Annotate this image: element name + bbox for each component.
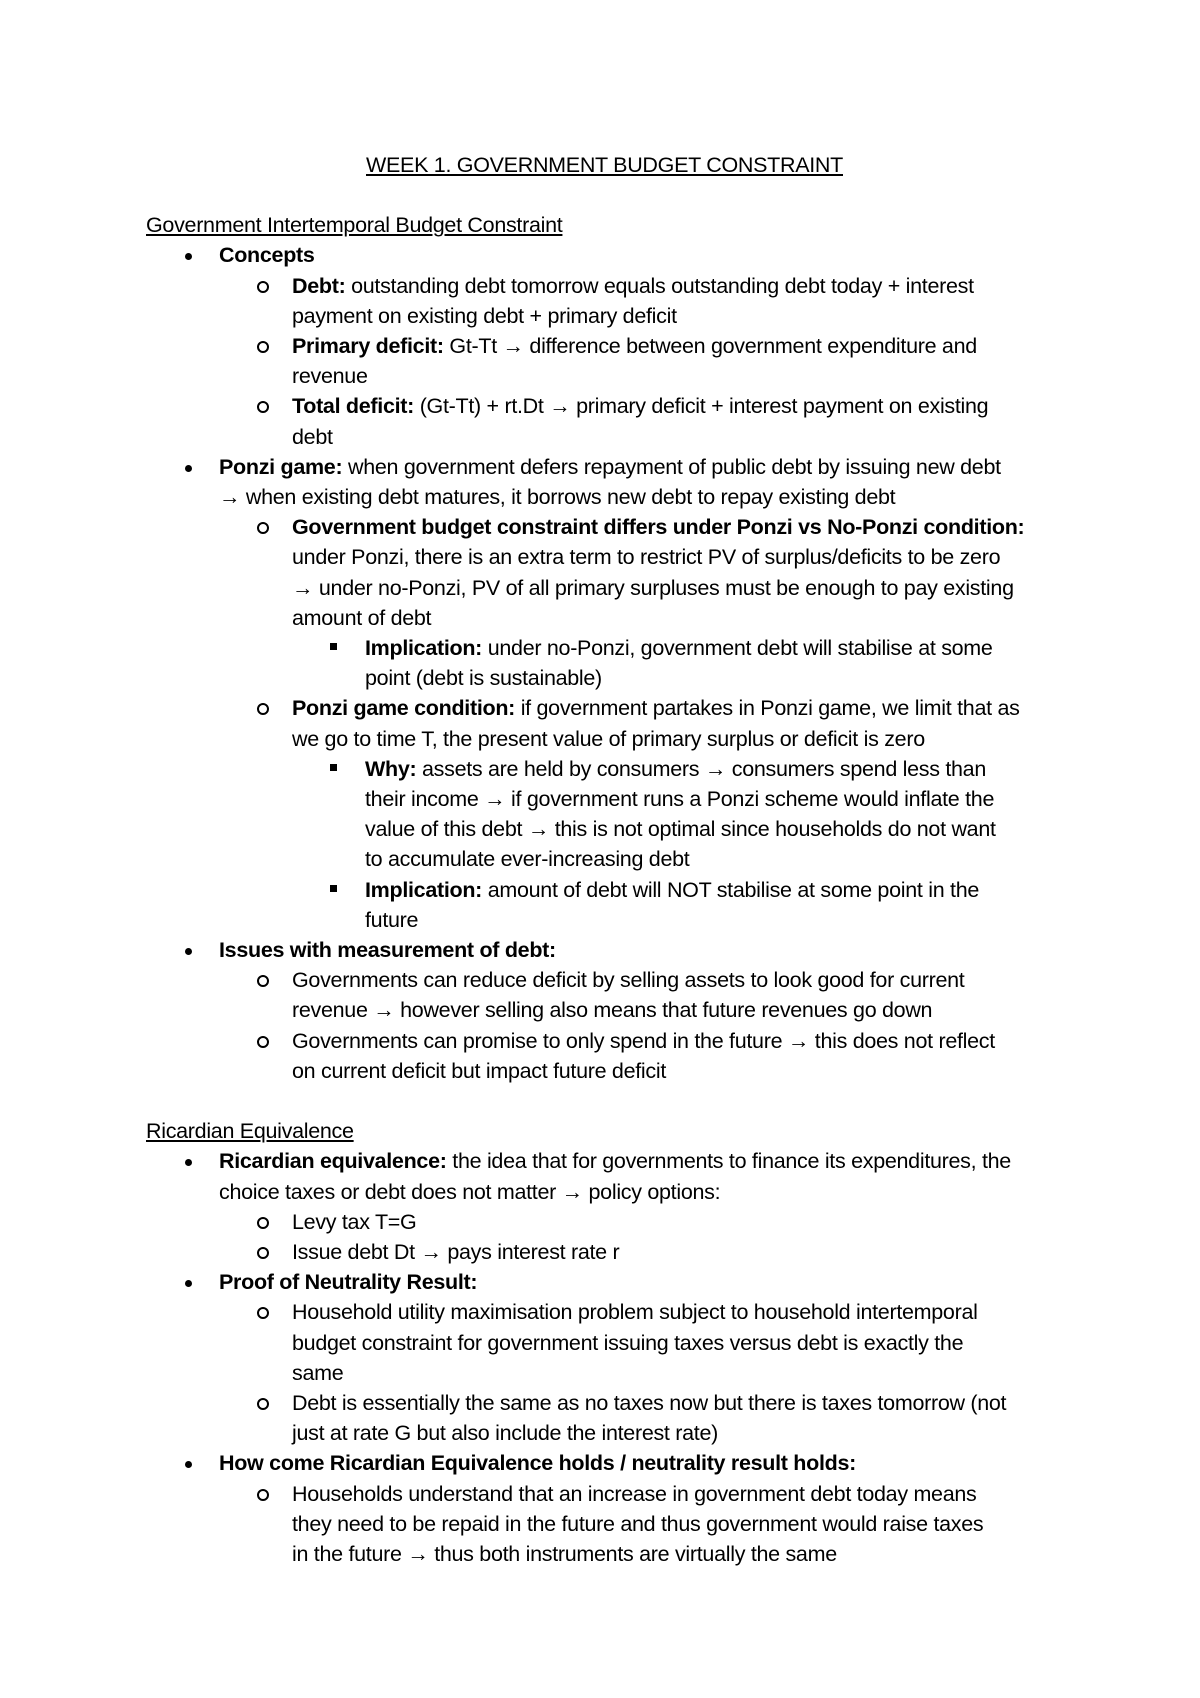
list-item	[146, 1026, 1063, 1056]
term-label: Debt:	[292, 273, 346, 298]
bullet-icon	[185, 935, 192, 965]
circle-bullet-icon	[257, 1388, 269, 1419]
term-label: Total deficit:	[292, 394, 415, 419]
circle-bullet-icon	[257, 1297, 269, 1328]
term-text: they need to be repaid in the future and thus government would raise taxes	[292, 1511, 984, 1536]
term-label: Proof of Neutrality Result:	[219, 1270, 478, 1295]
page-title: WEEK 1. GOVERNMENT BUDGET CONSTRAINT	[366, 153, 843, 177]
list-item-continuation	[146, 995, 1063, 1025]
circle-bullet-icon	[257, 693, 269, 724]
bullet-icon	[185, 1146, 192, 1176]
list-item	[146, 1297, 1063, 1327]
term-text: amount of debt will NOT stabilise at some point in the	[482, 877, 980, 902]
list-item-continuation	[146, 1056, 1063, 1086]
list-item-continuation	[146, 542, 1063, 572]
term-text: value of this debt → this is not optimal since households do not want	[365, 817, 996, 842]
term-label: Implication:	[365, 636, 483, 661]
term-text: Household utility maximisation problem subject to household intertemporal	[292, 1300, 978, 1325]
term-text: outstanding debt tomorrow equals outstanding debt today + interest	[345, 273, 974, 298]
term-text: debt	[292, 424, 333, 449]
term-text: revenue → however selling also means that future revenues go down	[292, 998, 933, 1023]
term-label: Why:	[365, 756, 417, 781]
list-item-continuation	[146, 663, 1063, 693]
list-item-continuation	[146, 1539, 1063, 1569]
term-text: under Ponzi, there is an extra term to restrict PV of surplus/deficits to be zero	[292, 545, 1001, 570]
term-text: → under no-Ponzi, PV of all primary surpluses must be enough to pay existing	[292, 575, 1014, 600]
term-label: Ponzi game:	[219, 454, 343, 479]
list-item	[146, 1267, 1063, 1297]
term-label: Government budget constraint differs under Ponzi vs No-Ponzi condition:	[292, 515, 1025, 540]
list-item	[146, 1448, 1063, 1478]
square-bullet-icon	[330, 875, 337, 905]
list-item-continuation	[146, 1358, 1063, 1388]
bullet-icon	[185, 240, 192, 270]
list-item-continuation	[146, 724, 1063, 754]
list-item	[146, 240, 1063, 270]
term-text: Issue debt Dt → pays interest rate r	[292, 1239, 620, 1264]
list-item	[146, 1207, 1063, 1237]
bullet-icon	[185, 1448, 192, 1478]
circle-bullet-icon	[257, 1026, 269, 1057]
term-label: Primary deficit:	[292, 334, 444, 359]
term-text: choice taxes or debt does not matter → policy options:	[219, 1179, 721, 1204]
list-item	[146, 391, 1063, 421]
list-item	[146, 965, 1063, 995]
circle-bullet-icon	[257, 1237, 269, 1268]
term-text: Debt is essentially the same as no taxes now but there is taxes tomorrow (not	[292, 1390, 1007, 1415]
circle-bullet-icon	[257, 965, 269, 996]
list-item-continuation	[146, 301, 1063, 331]
list-item	[146, 693, 1063, 723]
list-item-continuation	[146, 422, 1063, 452]
list-item	[146, 935, 1063, 965]
concepts-label: Concepts	[219, 243, 315, 268]
term-label: Ricardian equivalence:	[219, 1149, 447, 1174]
term-label: Issues with measurement of debt:	[219, 938, 556, 963]
term-text: → when existing debt matures, it borrows new debt to repay existing debt	[219, 485, 896, 510]
term-text: same	[292, 1360, 344, 1385]
term-text: under no-Ponzi, government debt will stabilise at some	[482, 636, 993, 661]
circle-bullet-icon	[257, 1207, 269, 1238]
term-text: we go to time T, the present value of primary surplus or deficit is zero	[292, 726, 925, 751]
list-item	[146, 754, 1063, 784]
section-ricardian-list	[146, 1146, 1200, 1569]
term-text: Gt-Tt → difference between government expenditure and	[443, 334, 977, 359]
list-item-continuation	[146, 814, 1063, 844]
list-item	[146, 452, 1063, 482]
list-item-continuation	[146, 1509, 1063, 1539]
term-text: in the future → thus both instruments are virtually the same	[292, 1541, 837, 1566]
list-item	[146, 271, 1063, 301]
term-text: on current deficit but impact future deficit	[292, 1058, 666, 1083]
section-budget-constraint-list	[146, 240, 1200, 1086]
list-item-continuation	[146, 482, 1063, 512]
term-text: future	[365, 907, 419, 932]
term-text: to accumulate ever-increasing debt	[365, 847, 690, 872]
list-item	[146, 1479, 1063, 1509]
term-text: budget constraint for government issuing taxes versus debt is exactly the	[292, 1330, 964, 1355]
circle-bullet-icon	[257, 512, 269, 543]
section-heading-ricardian-equivalence: Ricardian Equivalence	[146, 1119, 354, 1144]
list-item	[146, 1237, 1063, 1267]
bullet-icon	[185, 1267, 192, 1297]
term-label: Ponzi game condition:	[292, 696, 516, 721]
list-item-continuation	[146, 603, 1063, 633]
list-item-continuation	[146, 905, 1063, 935]
term-text: point (debt is sustainable)	[365, 666, 602, 691]
list-item-continuation	[146, 784, 1063, 814]
square-bullet-icon	[330, 754, 337, 784]
term-label: How come Ricardian Equivalence holds / neutrality result holds:	[219, 1451, 856, 1476]
square-bullet-icon	[330, 633, 337, 663]
section-spacer	[146, 1086, 1200, 1116]
term-text: amount of debt	[292, 605, 432, 630]
term-text: Governments can reduce deficit by selling assets to look good for current	[292, 968, 965, 993]
term-text: Households understand that an increase in government debt today means	[292, 1481, 977, 1506]
section-heading-budget-constraint: Government Intertemporal Budget Constraint	[146, 213, 563, 238]
list-item-continuation	[146, 573, 1063, 603]
term-text: when government defers repayment of public debt by issuing new debt	[342, 454, 1001, 479]
list-item	[146, 1146, 1063, 1176]
term-text: just at rate G but also include the interest rate)	[292, 1421, 718, 1446]
term-text: their income → if government runs a Ponzi scheme would inflate the	[365, 787, 995, 812]
list-item-continuation	[146, 1177, 1063, 1207]
list-item-continuation	[146, 1418, 1063, 1448]
list-item	[146, 512, 1063, 542]
term-text: payment on existing debt + primary deficit	[292, 303, 677, 328]
term-text: assets are held by consumers → consumers spend less than	[416, 756, 987, 781]
circle-bullet-icon	[257, 271, 269, 302]
term-text: the idea that for governments to finance its expenditures, the	[446, 1149, 1011, 1174]
circle-bullet-icon	[257, 331, 269, 362]
list-item	[146, 1388, 1063, 1418]
term-text: if government partakes in Ponzi game, we limit that as	[515, 696, 1020, 721]
term-text: Governments can promise to only spend in the future → this does not reflect	[292, 1028, 995, 1053]
term-text: revenue	[292, 364, 368, 389]
list-item	[146, 633, 1063, 663]
list-item-continuation	[146, 1328, 1063, 1358]
list-item	[146, 331, 1063, 361]
term-label: Implication:	[365, 877, 483, 902]
list-item-continuation	[146, 361, 1063, 391]
list-item	[146, 875, 1063, 905]
circle-bullet-icon	[257, 1479, 269, 1510]
term-text: (Gt-Tt) + rt.Dt → primary deficit + interest payment on existing	[414, 394, 989, 419]
list-item-continuation	[146, 844, 1063, 874]
circle-bullet-icon	[257, 391, 269, 422]
bullet-icon	[185, 452, 192, 482]
term-text: Levy tax T=G	[292, 1209, 417, 1234]
